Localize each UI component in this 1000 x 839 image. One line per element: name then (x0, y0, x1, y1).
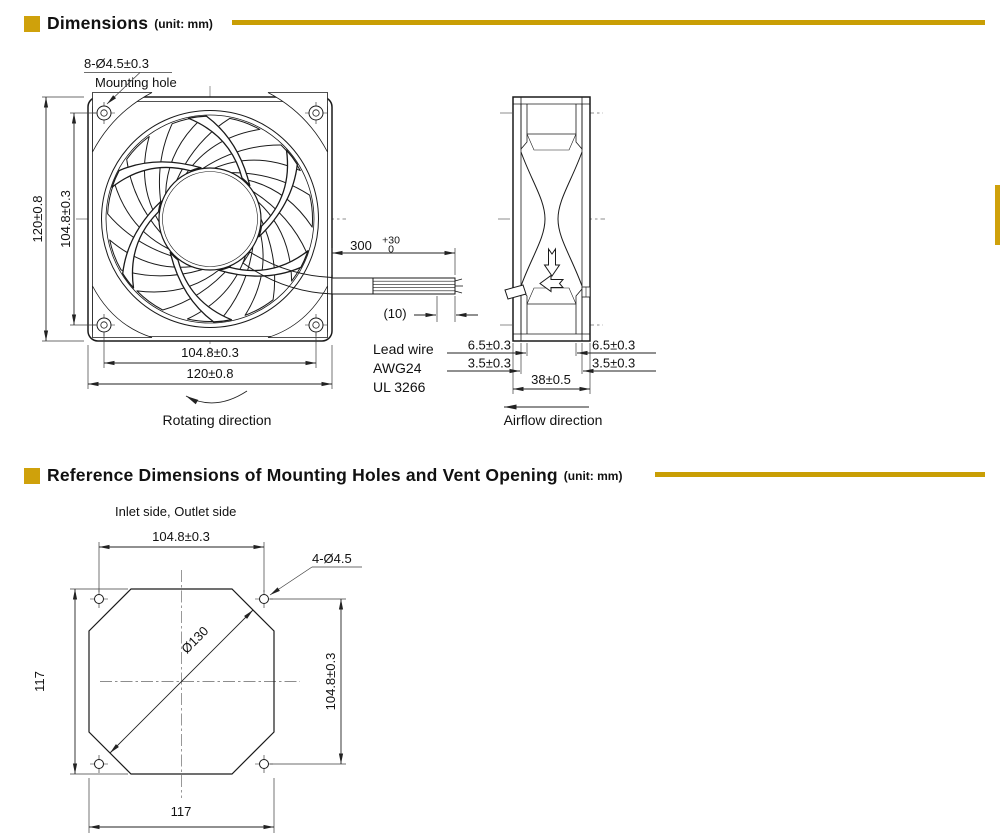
dim-hole-pitch-h: 104.8±0.3 (181, 345, 239, 360)
vent-opening-diagram (89, 570, 300, 798)
rotating-direction-label: Rotating direction (162, 412, 272, 428)
dim-vent-hole-pitch-right: 104.8±0.3 (323, 652, 338, 711)
dim-wire-length: 300 (350, 238, 372, 253)
dim-flange-right: 6.5±0.3 (592, 337, 636, 353)
callout-hole-spec: 8-Ø4.5±0.3 (84, 56, 149, 71)
vent-subtitle: Inlet side, Outlet side (115, 504, 237, 519)
section2-header (0, 465, 622, 486)
dim-hole-pitch-v: 104.8±0.3 (58, 190, 73, 248)
section1-rule (232, 20, 985, 25)
fan-side-view (498, 97, 605, 341)
mounting-hole (90, 590, 108, 608)
section1-title: Dimensions (47, 13, 149, 33)
vent-dimensions (32, 529, 362, 833)
vent-opening-drawing (0, 490, 1000, 839)
dim-rib-left: 3.5±0.3 (467, 355, 511, 371)
dim-vent-hole-pitch-top: 104.8±0.3 (152, 529, 210, 544)
wire-label-1: Lead wire (373, 341, 434, 357)
vent-holes-callout: 4-Ø4.5 (312, 551, 352, 566)
airflow-direction-label: Airflow direction (503, 412, 603, 428)
rotating-direction-arrow (186, 391, 247, 403)
section-bullet-icon (24, 16, 40, 32)
side-view-dimensions (447, 338, 656, 429)
dim-wire-tol-upper: +30 (382, 234, 400, 247)
dim-wire-strip: (10) (383, 306, 407, 321)
dim-vent-diameter: Ø130 (178, 623, 212, 657)
dim-flange-left: 6.5±0.3 (467, 337, 511, 353)
wire-label-3: UL 3266 (373, 379, 426, 395)
wire-label-2: AWG24 (373, 360, 422, 376)
mounting-hole (90, 755, 108, 773)
dim-wire-tol-lower: 0 (388, 243, 394, 256)
callout-hole-label: Mounting hole (95, 75, 177, 90)
section1-unit: (unit: mm) (154, 16, 213, 31)
dimensions-drawing (0, 40, 1000, 460)
dim-width-outer: 120±0.8 (186, 366, 234, 381)
dim-depth: 38±0.5 (531, 372, 571, 387)
section1-header (0, 13, 213, 34)
dim-vent-width: 117 (170, 804, 192, 819)
section2-unit: (unit: mm) (563, 468, 623, 483)
dim-height-outer: 120±0.8 (30, 195, 45, 243)
dim-vent-height: 117 (32, 671, 47, 692)
section2-title: Reference Dimensions of Mounting Holes and Vent Opening (47, 465, 558, 485)
dim-rib-right: 3.5±0.3 (592, 355, 636, 371)
section-bullet-icon (24, 468, 40, 484)
section2-rule (655, 472, 985, 477)
